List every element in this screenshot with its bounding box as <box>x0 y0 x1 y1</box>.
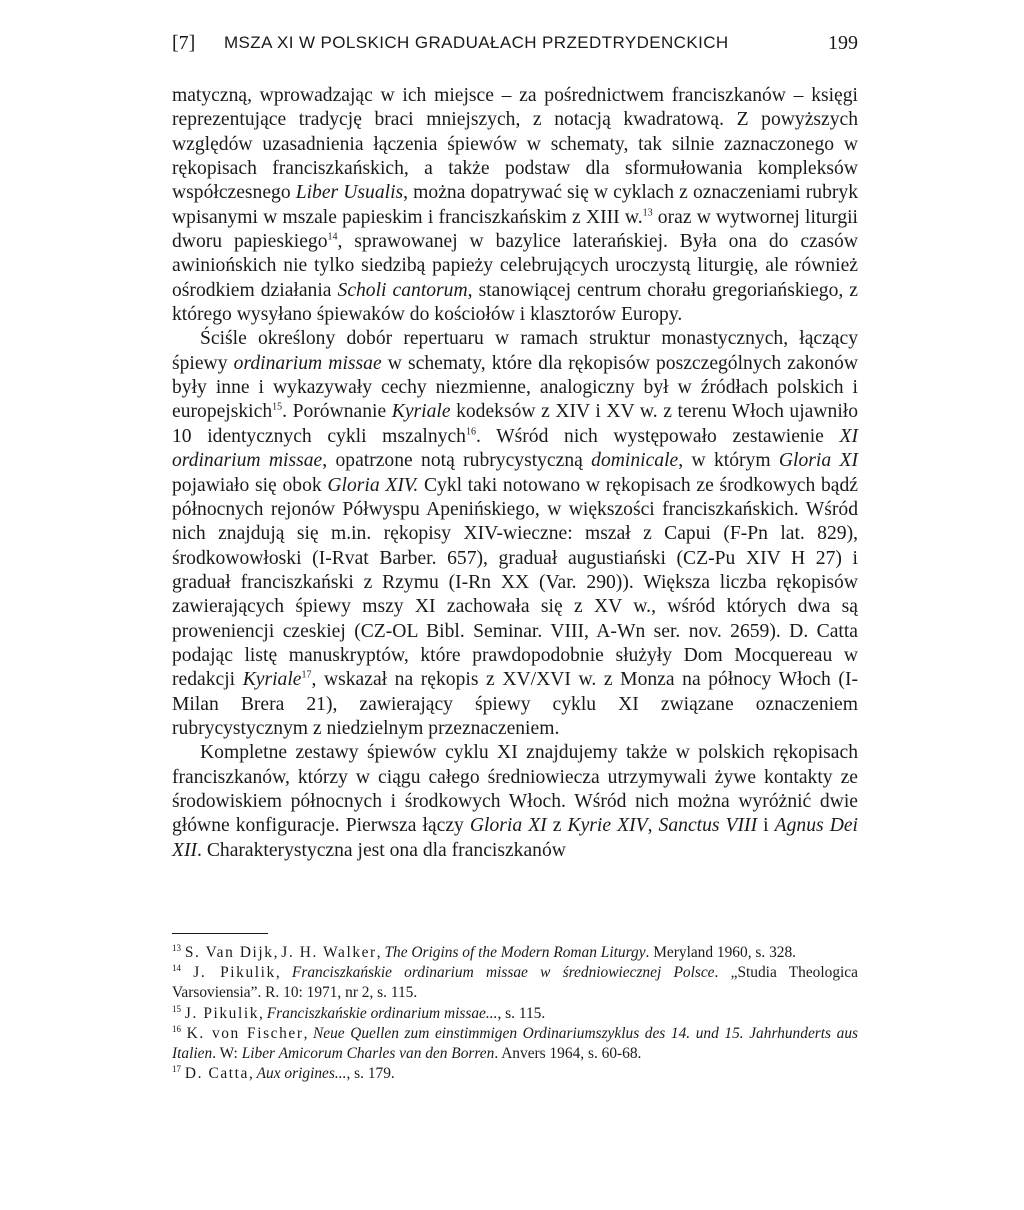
italic-text: Liber Amicorum Charles van den Borren <box>241 1045 495 1063</box>
footnote <box>172 1024 858 1064</box>
italic-text: XI ordinarium missae <box>172 425 858 472</box>
italic-text: Liber Usualis <box>295 182 404 204</box>
text-run: pojawiało się obok <box>172 474 328 496</box>
footnote <box>172 1064 858 1084</box>
footnote-number: 15 <box>172 1003 181 1014</box>
author-name: J. H. Walker <box>281 944 377 961</box>
text-run: Ściśle określony dobór repertuaru w ramach struktur monastycznych, łączący śpiewy <box>172 328 858 374</box>
footnote <box>172 1004 858 1024</box>
text-run: Cykl taki notowano w rękopisach ze środkowych bądź północnych rejonów Półwyspu Apenińskiego, w większości franciszkańskich. Wśród nich znajdują się m.in. rękopisy XIV-wieczne: mszał z Capui (F-Pn lat. 829), środkowowłoski (I-Rvat Barber. 657), graduał augustiański (CZ-Pu XIV H 27) i graduał franciszkański z Rzymu (I-Rn XX (Var. 290)). Większa liczba rękopisów zawierających śpiewy mszy XI zachowała się z XV w., wśród których dwa są proweniencji czeskiej (CZ-OL Bibl. Seminar. VIII, A-Wn ser. nov. 2659). D. Catta podając listę manuskryptów, które prawdopodobnie służyły Dom Mocquereau w redakcji <box>172 474 858 691</box>
text-run: , s. 115. <box>497 1004 546 1022</box>
footnote-ref: 13 <box>642 207 653 219</box>
text-run: . Meryland 1960, s. 328. <box>645 944 797 961</box>
italic-text: Kyriale <box>391 401 451 423</box>
body-text <box>172 84 858 863</box>
text-run: , wskazał na rękopis z XV/XVI w. z Monza na północy Włoch (I-Milan Brera 21), zawierający śpiewy cyklu XI związane oznaczeniem rubrycystycznym z niedzielnym przeznaczeniem. <box>172 669 858 739</box>
text-run: oraz w wytwornej liturgii dworu papieskiego <box>172 206 858 253</box>
text-run: w schematy, które dla rękopisów poszczególnych zakonów były inne i wykazywały cechy niezmienne, analogiczny był w źródłach polskich i europejskich <box>172 352 858 423</box>
text-run: z <box>546 815 568 837</box>
text-run: , <box>248 1065 257 1083</box>
author-name: D. Catta <box>184 1065 249 1083</box>
text-run: , <box>303 1024 314 1042</box>
footnote-number: 16 <box>172 1023 181 1034</box>
text-run: , <box>647 815 659 837</box>
running-title: MSZA XI W POLSKICH GRADUAŁACH PRZEDTRYDENCKICH <box>224 33 729 52</box>
footnote-ref: 15 <box>272 401 283 413</box>
italic-text: Franciszkańskie ordinarium missae w średniowiecznej Polsce <box>291 964 715 982</box>
italic-text: Neue Quellen zum einstimmigen Ordinariumszyklus des 14. und 15. Jahrhunderts aus Italien <box>172 1024 859 1063</box>
footnote-number: 17 <box>172 1064 181 1075</box>
author-name: J. Pikulik <box>184 1004 260 1022</box>
section-number: [7] <box>172 32 196 54</box>
text-run: , sprawowanej w bazylice laterańskiej. Była ona do czasów awiniońskich nie tylko siedzibą papieży celebrujących uroczystą liturgię, ale również ośrodkiem działania <box>172 231 858 301</box>
paragraph <box>172 741 858 863</box>
italic-text: Gloria XI <box>778 450 858 472</box>
text-run: . Anvers 1964, s. 60-68. <box>494 1045 642 1063</box>
author-name: K. von Fischer <box>186 1024 304 1042</box>
footnote-number: 14 <box>172 963 181 974</box>
text-run: . „Studia Theologica Varsoviensia”. R. 10: 1971, nr 2, s. 115. <box>172 964 858 1002</box>
footnote-ref: 16 <box>465 426 476 438</box>
text-run: . Wśród nich występowało zestawienie <box>475 425 840 447</box>
text-run: Kompletne zestawy śpiewów cyklu XI znajdujemy także w polskich rękopisach franciszkanów, którzy w ciągu całego średniowiecza utrzymywali żywe kontakty ze środowiskiem północnych i środkowych Włoch. Wśród nich można wyróżnić dwie główne konfiguracje. Pierwsza łączy <box>172 742 858 837</box>
italic-text: Scholi cantorum <box>337 279 468 301</box>
italic-text: Franciszkańskie ordinarium missae... <box>266 1004 498 1022</box>
footnote-divider <box>172 933 268 934</box>
text-run: , <box>275 964 292 982</box>
text-run: . W: <box>212 1045 242 1063</box>
footnote-number: 13 <box>172 942 181 953</box>
italic-text: Gloria XIV. <box>327 474 419 496</box>
text-run: , stanowiącej centrum chorału gregoriańskiego, z którego wysyłano śpiewaków do kościołów i klasztorów Europy. <box>172 279 858 326</box>
author-name: J. Pikulik <box>193 964 276 982</box>
italic-text: Sanctus VIII <box>658 815 758 837</box>
footnotes <box>172 943 858 1084</box>
paragraph <box>172 327 858 741</box>
italic-text: Kyriale <box>242 669 302 691</box>
footnote-ref: 14 <box>327 231 338 243</box>
text-run: , s. 179. <box>346 1065 395 1083</box>
text-run: , <box>376 944 385 961</box>
text-run: kodeksów z XIV i XV w. z terenu Włoch ujawniło 10 identycznych cykli mszalnych <box>172 401 859 447</box>
text-run: . Charakterystyczna jest ona dla franciszkanów <box>197 839 566 861</box>
footnote-ref: 17 <box>301 669 312 681</box>
running-header <box>172 26 858 60</box>
italic-text: The Origins of the Modern Roman Liturgy <box>384 944 646 961</box>
page-number: 199 <box>828 32 858 54</box>
italic-text: ordinarium missae <box>233 352 382 374</box>
text-run: . Porównanie <box>282 401 392 423</box>
text-run: , można dopatrywać się w cyklach z oznaczeniami rubryk wpisanymi w mszale papieskim i franciszkańskim z XIII w. <box>172 182 858 228</box>
footnote <box>172 943 858 963</box>
italic-text: Aux origines... <box>256 1065 347 1083</box>
text-run: i <box>757 815 775 837</box>
italic-text: Kyrie XIV <box>567 815 648 837</box>
author-name: S. Van Dijk <box>184 944 274 961</box>
text-run: , w którym <box>678 450 779 472</box>
paragraph <box>172 84 858 327</box>
text-run: , <box>259 1004 267 1022</box>
italic-text: Gloria XI <box>469 815 547 837</box>
text-run: , opatrzone notą rubrycystyczną <box>322 450 592 472</box>
footnote <box>172 963 858 1003</box>
italic-text: Agnus Dei XII <box>172 815 859 861</box>
text-run: matyczną, wprowadzając w ich miejsce – za pośrednictwem franciszkanów – księgi reprezentujące tradycję braci mniejszych, z notacją kwadratową. Z powyższych względów uzasadnienia łączenia śpiewów w schematy, tak silnie zaznaczonego w rękopisach franciszkańskich, a także podstaw dla sformułowania kompleksów współczesnego <box>172 85 858 204</box>
italic-text: dominicale <box>591 450 679 472</box>
text-run: , <box>273 944 282 961</box>
